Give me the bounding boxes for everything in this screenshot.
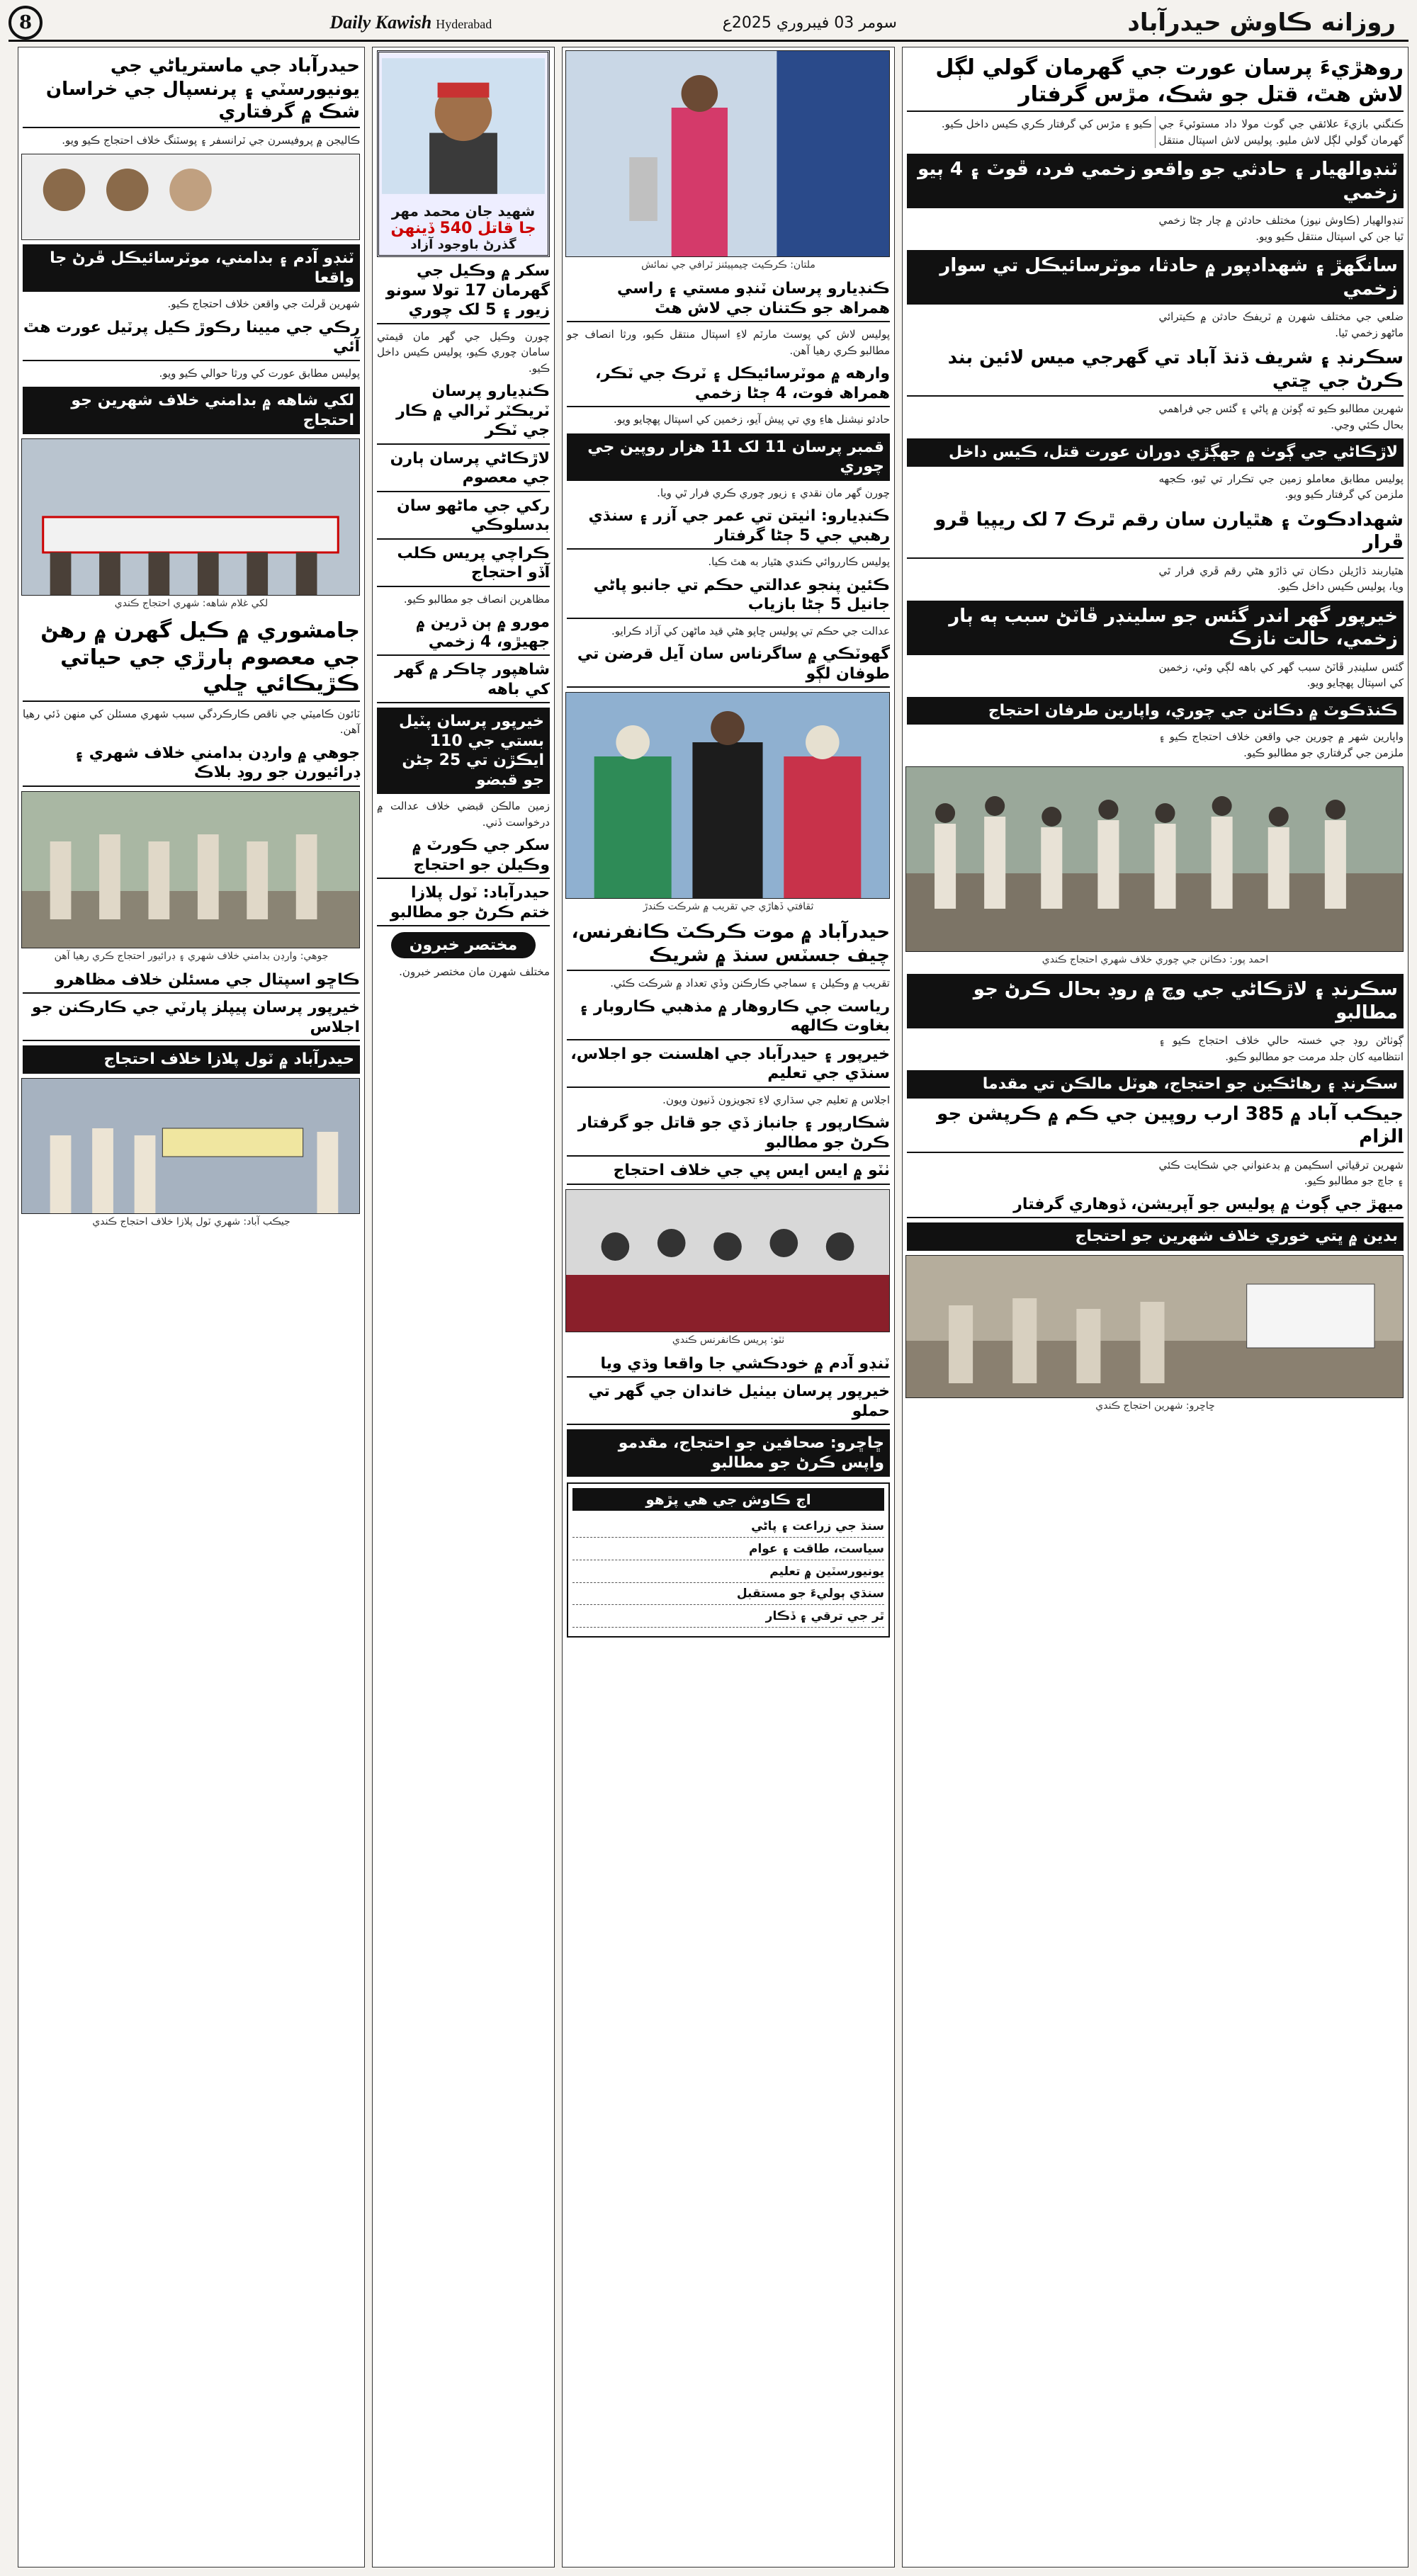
news-photo [565,692,890,899]
article-body: ضلعي جي مختلف شهرن ۾ ٽريفڪ حادثن ۾ ڪيترائي ماڻهو زخمي ٿيا. [1158,310,1404,339]
highlight-item[interactable]: سنڌ جي زراعت ۽ پاڻي [572,1515,884,1538]
columns [9,47,1408,2568]
highlights-list [572,1515,884,1628]
brief-news-pill: مختصر خبرون [391,932,536,958]
article-body: پوليس مطابق معاملو زمين جي تڪرار تي ٿيو، ڪجهه ملزمن کي گرفتار ڪيو ويو. [1158,472,1404,501]
article-body: واپارين شهر ۾ چورين جي واقعن خلاف احتجاج ڪيو ۽ ملزمن جي گرفتاري جو مطالبو ڪيو. [1158,730,1404,759]
headline: گهوٽڪي ۾ ساگرناس سان آيل قرضن تي طوفان لڳو [567,645,890,688]
article-body: حادثو نيشنل هاءِ وي تي پيش آيو، زخمين کي اسپتال پهچايو ويو. [613,413,890,426]
masthead-date: سومر 03 فيبروري 2025ع [722,13,897,32]
article-body: شهرين مطالبو ڪيو ته ڳوٺن ۾ پاڻي ۽ گئس جي فراهمي بحال ڪئي وڃي. [1158,402,1404,431]
headline: ٺٽو ۾ ايس ايس پي جي خلاف احتجاج [567,1161,890,1185]
article-body: گئس سلينڊر ڦاٽڻ سبب گهر کي باهه لڳي وئي، زخمين کي اسپتال پهچايو ويو. [1158,660,1404,689]
headline: وارهه ۾ موٽرسائيڪل ۽ ٽرڪ جي ٽڪر، همراھ فوت، 4 ڄڻا زخمي [567,364,890,407]
news-photo [21,154,360,240]
article-body: ٽنڊوالهيار (ڪاوش نيوز) مختلف حادثن ۾ چار ڄڻا زخمي ٿيا جن کي اسپتال منتقل ڪيو ويو. [1158,214,1404,243]
portrait-box [377,50,550,257]
headline: خيرپور ۽ حيدرآباد جي اهلسنت جو اجلاس، سنڌي جي تعليم [567,1045,890,1088]
headline: خيرپور پرسان پٽيل بستي جي 110 ايڪڙن تي 25 ڄڻن جو قبضو [377,708,550,794]
headline: ڪاڇو اسپتال جي مسئلن خلاف مظاهرو [23,970,360,994]
headline: حيدرآباد جي ماسترياڻي جي يونيورسٽي ۽ پرنسپال جي خراسان شڪ ۾ گرفتاري [23,55,360,128]
article-body: مختلف شهرن مان مختصر خبرون. [399,965,550,978]
photo-caption: جيڪب آباد: شهري ٽول پلازا خلاف احتجاج ڪندي [92,1215,290,1227]
photo-caption: لکي غلام شاهه: شهري احتجاج ڪندي [114,598,269,609]
news-photo [905,766,1404,952]
article-body: چورن وڪيل جي گهر مان قيمتي سامان چوري ڪيو، پوليس ڪيس داخل ڪيو. [377,329,550,375]
headline: جامشوري ۾ ڪيل گهرن ۾ رهڻ جي معصوم ٻارڙي جي حياتي ڪڙيڪائي ڇلي [23,618,360,702]
headline: رکي جي ماڻهو سان بدسلوڪي [377,497,550,540]
headline: ڇاڇرو: صحافين جو احتجاج، مقدمو واپس ڪرڻ جو مطالبو [567,1429,890,1477]
news-photo [21,791,360,948]
headline: خيرپور گهر اندر گئس جو سلينڊر ڦاٽڻ سبب ٻه ٻار زخمي، حالت نازڪ [907,601,1404,655]
portrait-highlight: جا قاتل 540 ڏينهن [390,220,536,237]
article-body: عدالت جي حڪم تي پوليس ڇاپو هڻي قيد ماڻهن کي آزاد ڪرايو. [611,624,890,637]
portrait-subtitle: گذرڻ باوجود آزاد [410,237,516,252]
headline: جيڪب آباد ۾ 385 ارب روپين جي ڪم ۾ ڪرپشن جو الزام [907,1103,1404,1153]
news-photo [905,1255,1404,1398]
article-body: چورن گهر مان نقدي ۽ زيور چوري ڪري فرار ٿي ويا. [657,486,890,499]
headline: ٽنڊو آدم ۾ خودڪشي جا واقعا وڌي ويا [567,1354,890,1378]
article-body: شهرين ترقياتي اسڪيمن ۾ بدعنواني جي شڪايت ڪئي ۽ جاچ جو مطالبو ڪيو. [1158,1158,1404,1187]
headline: جوهي ۾ وارڊن بدامني خلاف شهري ۽ ڊرائيورن جو روڊ بلاڪ [23,744,360,787]
photo-caption: احمد پور: دڪانن جي چوري خلاف شهري احتجاج ڪندي [1041,954,1269,965]
headline: لاڙڪاڻي پرسان ٻارن جي معصوم [377,449,550,492]
article-body: پوليس مطابق عورت کي ورثا حوالي ڪيو ويو. [159,366,360,380]
article-body: پوليس ڪارروائي ڪندي هٿيار به هٿ ڪيا. [708,555,890,568]
headline: ڪراچي پريس ڪلب آڏو احتجاج [377,544,550,587]
headline: خيرپور پرسان بيٺيل خاندان جي گهر تي حملو [567,1382,890,1425]
headline: شاهپور چاڪر ۾ گهر کي باهه [377,660,550,703]
article-body: ڪنگني بازيءَ علائقي جي گوٺ مولا داد مستوئيءَ جي گهرمان گولي لڳل لاش مليو. پوليس لاش اسپتال منتقل ڪيو ۽ مڙس کي گرفتار ڪري ڪيس داخل ڪيو. [941,118,1404,147]
headline: مورو ۾ ٻن ڌرين ۾ جهيڙو، 4 زخمي [377,613,550,656]
headline: حيدرآباد ۾ موت ڪرڪٽ ڪانفرنس، چيف جسٽس سنڌ ۾ شريڪ [567,921,890,971]
headline: سکر جي ڪورٽ ۾ وڪيلن جو احتجاج [377,836,550,879]
headline: سڪرنڊ ۽ لاڙڪاڻي جي وچ ۾ روڊ بحال ڪرڻ جو مطالبو [907,974,1404,1028]
news-photo [565,1189,890,1332]
article-body: پوليس لاش کي پوسٽ مارٽم لاءِ اسپتال منتقل ڪيو، ورثا انصاف جو مطالبو ڪري رهيا آهن. [567,328,890,357]
headline: حيدرآباد ۾ ٽول پلازا خلاف احتجاج [23,1045,360,1074]
headline: ٽنڊوالهيار ۽ حادثي جو واقعو زخمي فرد، ڦوٽ ۽ 4 ٻيو زخمي [907,154,1404,208]
headline: ڪنڊيارو پرسان ٽريڪٽر ٽرالي ۾ ڪار جي ٽڪر [377,382,550,445]
protest-photo-graphic [906,1256,1403,1397]
headline: شهدادڪوٽ ۽ هٿيارن سان رقم ٿرڪ 7 لک ريپيا ڦرو ڦرار [907,509,1404,559]
article-body: شهرين ڦرلٽ جي واقعن خلاف احتجاج ڪيو. [167,297,360,310]
highlight-item[interactable]: ٿر جي ترقي ۽ ڏڪار [572,1605,884,1628]
portrait-graphic [382,55,545,197]
article-body: هٿياربند ڌاڙيلن دڪان تي ڌاڙو هڻي رقم ڦري فرار ٿي ويا، پوليس ڪيس داخل ڪيو. [1158,564,1404,593]
masthead [9,6,1408,42]
trophy-photo-graphic [566,51,889,256]
article-body: مظاهرين انصاف جو مطالبو ڪيو. [403,592,550,606]
headline: حيدرآباد: ٽول پلازا ختم ڪرڻ جو مطالبو [377,883,550,926]
headline: قمبر پرسان 11 لک 11 هزار روپين جي چوري [567,433,890,481]
headline: سڪرنڊ ۽ شريف ڌنڌ آباد تي گهرجي ميس لائين بند ڪرڻ جي ڇتي [907,346,1404,397]
headline: ڪنڊيارو پرسان ٽنڊو مستي ۽ راسي ھمراھ جو ڪتنان جي لاش هٿ [567,279,890,322]
column-center-left [372,47,555,2568]
portrait-name: شهيد جان محمد مهر [391,203,536,220]
article-body: اجلاس ۾ تعليم جي سڌاري لاءِ تجويزون ڏنيون ويون. [662,1093,890,1106]
headline: ڪئين پنجو عدالتي حڪم تي جانبو پاڻي جانيل 5 ڄڻا بازياب [567,576,890,619]
headline: بدين ۾ ڀتي خوري خلاف شهرين جو احتجاج [907,1222,1404,1251]
headline: روهڙيءَ پرسان عورت جي گهرمان گولي لڳل لاش هٿ، قتل جو شڪ، مڙس گرفتار [907,55,1404,112]
page-number: 8 [9,6,43,40]
highlights-box [567,1482,890,1638]
headline: ڪنڊيارو: اٺيتن تي عمر جي آزر ۽ سنڌي رهبي جي 5 ڄڻا گرفتار [567,506,890,550]
article-body: زمين مالڪن قبضي خلاف عدالت ۾ درخواست ڏني. [377,800,550,829]
column-right [902,47,1408,2568]
headline: شڪارپور ۽ جانباز ڏي جو قاتل جو گرفتار ڪرڻ جو مطالبو [567,1113,890,1157]
masthead-title-en [329,12,492,33]
highlight-item[interactable]: سياست، طاقت ۽ عوام [572,1538,884,1560]
headline: لاڙڪاڻي جي ڳوٺ ۾ جهڳڙي دوران عورت قتل، ڪيس داخل [907,438,1404,467]
headline: خيرپور پرسان پيپلز پارٽي جي ڪارڪنن جو اجلاس [23,998,360,1041]
toll-plaza-protest-photo-graphic [22,1079,359,1213]
headline: ٽنڊو آدم ۽ بدامني، موٽرسائيڪل ڦرڻ جا واقعا [23,244,360,292]
headline: ميهڙ جي ڳوٺ ۾ پوليس جو آپريشن، ڏوهاري گرفتار [907,1195,1404,1219]
headline: رياست جي ڪاروهار ۾ مذهبي ڪاروبار ۽ بغاوت ڪالهه [567,997,890,1040]
cultural-photo-graphic [566,693,889,898]
headline: ڪنڌڪوٽ ۾ دڪانن جي چوري، واپارين طرفان احتجاج [907,697,1404,725]
highlight-item[interactable]: يونيورسٽين ۾ تعليم [572,1560,884,1583]
photo-caption: جوهي: وارڊن بدامني خلاف شهري ۽ ڊرائيور احتجاج ڪري رهيا آهن [54,950,329,962]
article-body: ڪاليجن ۾ پروفيسرن جي ٽرانسفر ۽ پوسٽنگ خلاف احتجاج ڪيو ويو. [62,133,360,147]
press-conference-photo-graphic [566,1190,889,1332]
portraits-strip-graphic [22,154,359,239]
photo-caption: ٺٽو: پريس ڪانفرنس ڪندي [672,1334,785,1346]
column-left [18,47,365,2568]
headline: سانگهڙ ۽ شهدادپور ۾ حادثا، موٽرسائيڪل تي سوار زخمي [907,250,1404,305]
photo-caption: ڇاڇرو: شهرين احتجاج ڪندي [1095,1400,1215,1412]
protest-photo-graphic [906,767,1403,951]
road-block-photo-graphic [22,792,359,948]
headline: لکي شاهه ۾ بدامني خلاف شهرين جو احتجاج [23,387,360,434]
article-body: تقريب ۾ وڪيلن ۽ سماجي ڪارڪنن وڏي تعداد ۾ شرڪت ڪئي. [610,977,890,989]
photo-caption: ملتان: ڪرڪيٽ چيمپيئنز ٽرافي جي نمائش [641,259,815,271]
protest-photo-graphic [22,439,359,595]
column-center-right [562,47,895,2568]
headline: رڪي جي ميينا رڪوڙ ڪيل پرٽيل عورت هٿ آئي [23,318,360,361]
city-en: Hyderabad [436,17,492,31]
masthead-title-ur: روزانه ڪاوش حيدرآباد [1127,8,1396,37]
headline: سڪرنڊ ۽ رهاڻڪين جو احتجاج، هوٽل مالڪن تي مقدما [907,1070,1404,1099]
headline: سکر ۾ وڪيل جي گهرمان 17 تولا سونو زيور ۽ 5 لک چوري [377,261,550,324]
highlights-box-title: اڄ ڪاوش جي هي پڙهو [572,1488,884,1511]
news-photo [565,50,890,257]
title-en: Daily Kawish [329,12,432,33]
photo-caption: ثقافتي ڏهاڙي جي تقريب ۾ شرڪت ڪندڙ [643,901,814,912]
highlight-item[interactable]: سنڌي ٻوليءَ جو مستقبل [572,1583,884,1605]
news-photo [21,1078,360,1214]
news-photo [21,438,360,596]
article-body: ڳوٺاڻن روڊ جي خستہ حالي خلاف احتجاج ڪيو ۽ انتظاميه کان جلد مرمت جو مطالبو ڪيو. [1158,1034,1404,1063]
article-body: ٽائون ڪاميٽي جي ناقص ڪارڪردگي سبب شهري مسئلن کي منهن ڏئي رهيا آهن. [23,707,360,736]
